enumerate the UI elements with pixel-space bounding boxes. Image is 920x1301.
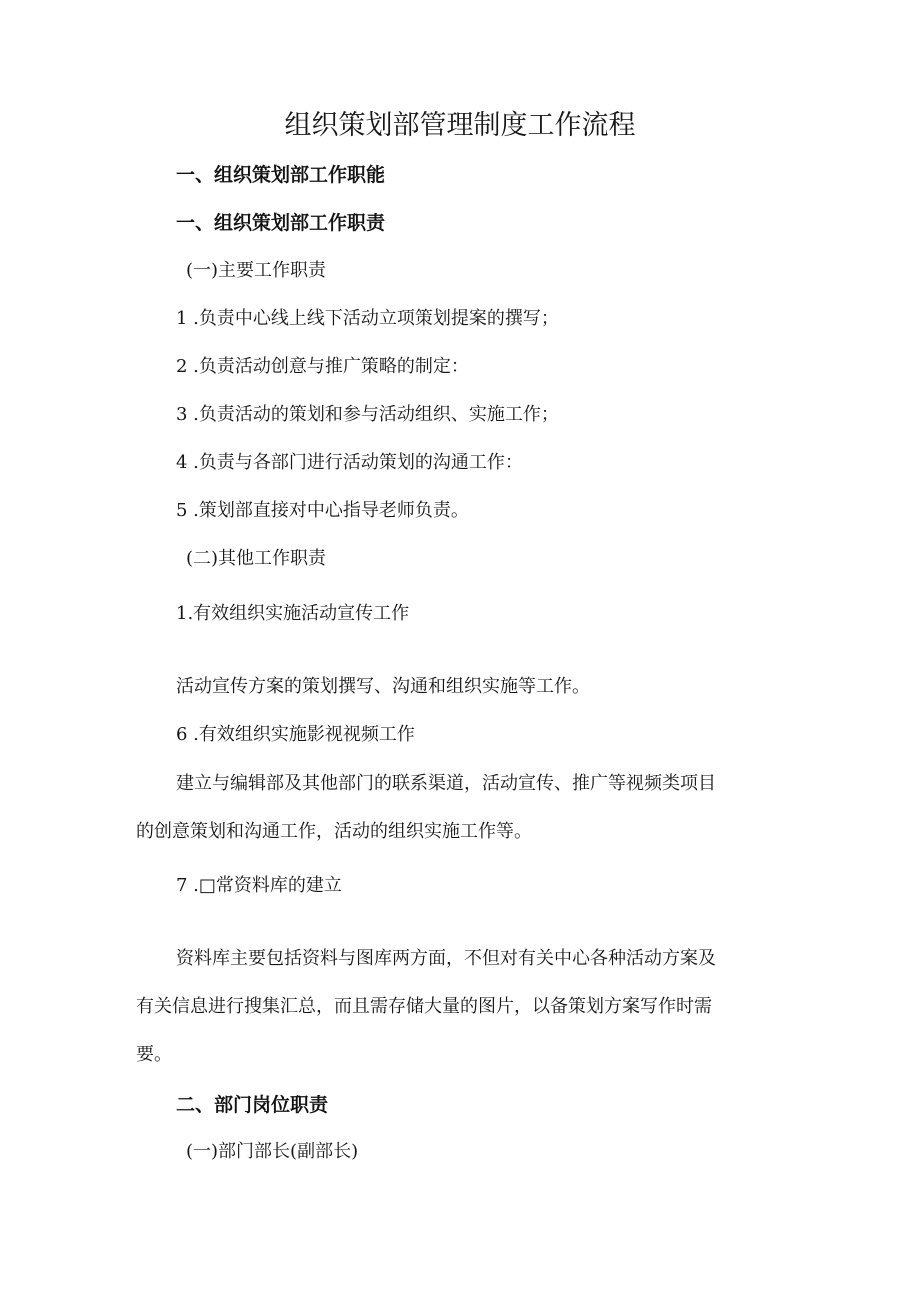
document-title: 组织策划部管理制度工作流程	[284, 110, 636, 141]
subheading-main-duties: (一)主要工作职责	[186, 260, 327, 281]
paragraph-library-line-3: 要。	[136, 1044, 172, 1065]
other-duty-item-1: 1.有效组织实施活动宣传工作	[176, 603, 410, 624]
section-heading-positions: 二、部门岗位职责	[176, 1094, 329, 1116]
duty-item-3: 3 .负责活动的策划和参与活动组织、实施工作；	[176, 404, 559, 425]
subheading-other-duties: (二)其他工作职责	[186, 548, 327, 569]
paragraph-library-line-2: 有关信息进行搜集汇总，而且需存储大量的图片，以备策划方案写作时需	[136, 996, 712, 1017]
subheading-department-head: (一)部门部长(副部长)	[186, 1141, 359, 1162]
section-heading-functions: 一、组织策划部工作职能	[176, 164, 386, 186]
duty-item-5: 5 .策划部直接对中心指导老师负责。	[176, 500, 469, 521]
other-duty-item-7: 7 .□常资料库的建立	[176, 875, 342, 896]
duty-item-2: 2 .负责活动创意与推广策略的制定：	[176, 356, 469, 377]
other-duty-item-6: 6 .有效组织实施影视视频工作	[176, 724, 415, 745]
paragraph-publicity: 活动宣传方案的策划撰写、沟通和组织实施等工作。	[176, 676, 590, 697]
paragraph-video-line-1: 建立与编辑部及其他部门的联系渠道，活动宣传、推广等视频类项目	[176, 773, 716, 794]
duty-item-4: 4 .负责与各部门进行活动策划的沟通工作：	[176, 452, 523, 473]
section-heading-duties: 一、组织策划部工作职责	[176, 212, 386, 234]
duty-item-1: 1 .负责中心线上线下活动立项策划提案的撰写；	[176, 308, 559, 329]
paragraph-library-line-1: 资料库主要包括资料与图库两方面，不但对有关中心各种活动方案及	[176, 948, 716, 969]
paragraph-video-line-2: 的创意策划和沟通工作，活动的组织实施工作等。	[136, 821, 532, 842]
